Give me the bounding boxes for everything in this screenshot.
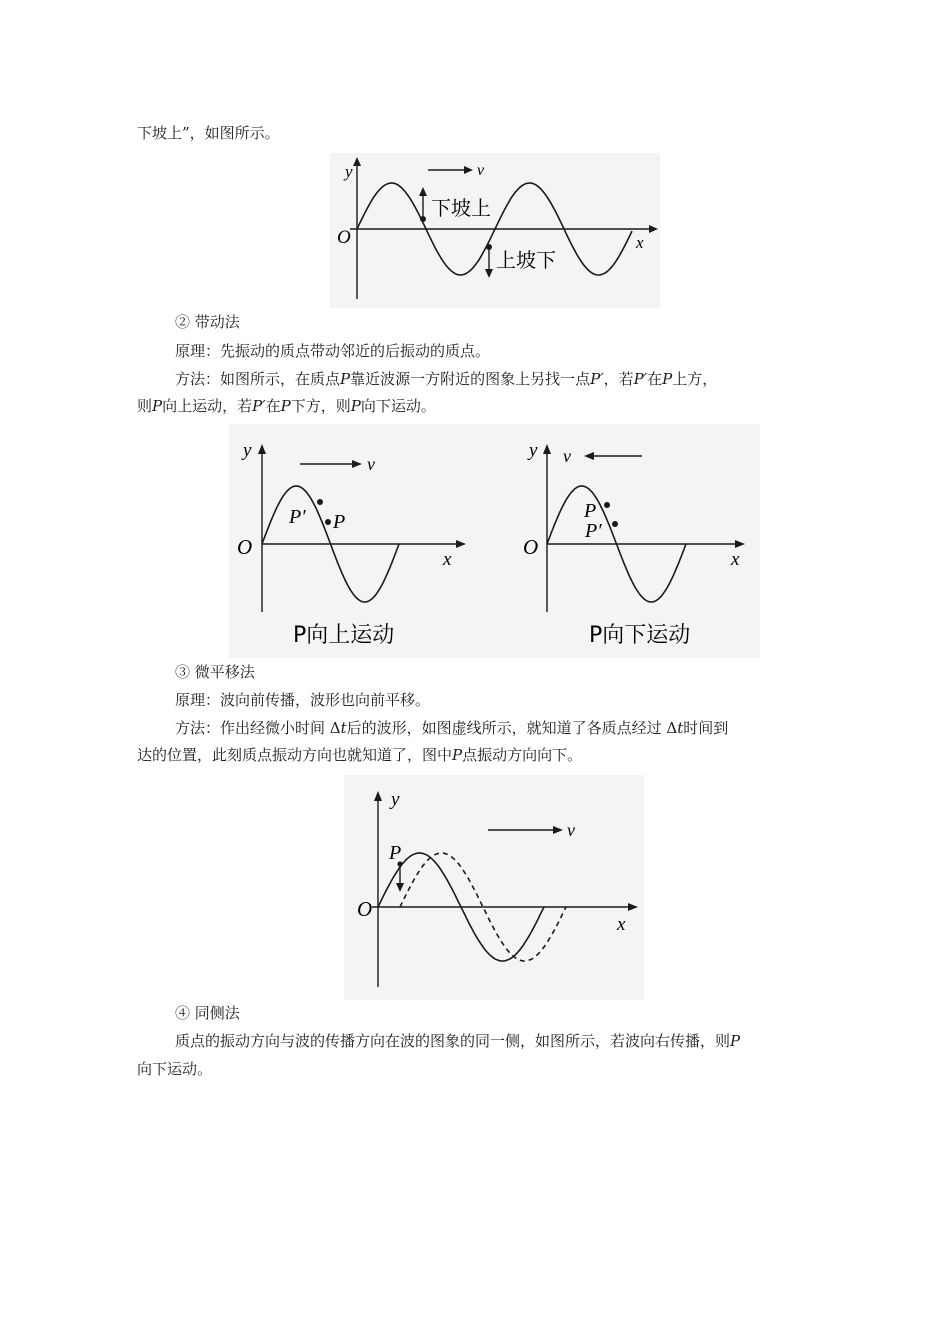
method-2-method-line-1 [175, 368, 717, 390]
left-y-arrowhead [258, 444, 266, 454]
figure-1 [330, 153, 660, 308]
right-point-Pprime [612, 521, 618, 527]
t: 向下运动。 [137, 1060, 213, 1078]
method-2-method-line-2 [137, 395, 436, 417]
P-label: P [389, 842, 402, 864]
left-x-label: x [443, 549, 452, 570]
var-P: P [340, 370, 351, 388]
velocity-arrowhead [464, 166, 473, 174]
method-3-title [175, 661, 255, 683]
var-P: P [730, 1032, 741, 1050]
t: 在 [265, 397, 281, 415]
origin-label: O [357, 897, 373, 921]
left-velocity-label: v [367, 454, 375, 474]
down-arrowhead [485, 269, 493, 278]
left-Pprime-label: P′ [289, 506, 306, 528]
up-arrowhead [419, 187, 427, 196]
velocity-arrowhead [553, 826, 563, 834]
var-Pprime: P′ [252, 397, 266, 415]
right-x-label: x [731, 549, 740, 570]
right-panel [523, 440, 745, 648]
left-y-label: y [243, 440, 252, 461]
origin-label: O [337, 227, 351, 248]
x-label: x [636, 233, 644, 252]
method-2-principle-text: 原理：先振动的质点带动邻近的后振动的质点。 [175, 342, 491, 360]
right-P-label: P [584, 500, 597, 522]
right-caption: P向下运动 [589, 623, 691, 648]
method-4-text-line-1 [175, 1030, 740, 1052]
method-2-title-text: ② 带动法 [175, 313, 240, 331]
figure-2-graph [229, 424, 760, 658]
t: 靠近波源一方附近的图象上另找一点 [350, 370, 591, 388]
P-motion-arrowhead [396, 883, 404, 892]
var-t: t [677, 719, 684, 737]
t: 上方， [672, 370, 718, 388]
var-P: P [350, 397, 361, 415]
method-3-title-text: ③ 微平移法 [175, 663, 255, 681]
t: 方法：作出经微小时间 Δ [175, 719, 341, 737]
intro-tail: 下坡上”，如图所示。 [137, 124, 280, 142]
y-arrowhead [374, 791, 382, 801]
t: 下方，则 [290, 397, 351, 415]
t: 方法：如图所示，在质点 [175, 370, 341, 388]
x-label: x [617, 914, 626, 935]
var-Pprime: P′ [633, 370, 648, 388]
right-velocity-arrowhead [584, 452, 594, 460]
method-3-method-line-1 [175, 717, 728, 739]
right-velocity-label: v [563, 446, 571, 466]
left-caption: P向上运动 [293, 623, 395, 648]
figure-3-graph [344, 775, 644, 1000]
t: 向上运动，若 [162, 397, 253, 415]
t: ，若 [603, 370, 634, 388]
y-label: y [345, 162, 353, 181]
text-line-1 [137, 122, 280, 144]
left-origin-label: O [237, 535, 253, 559]
figure-3 [344, 775, 644, 1000]
var-t: t [340, 719, 347, 737]
x-arrowhead [628, 903, 638, 911]
right-y-label: y [529, 440, 538, 461]
t: 达的位置，此刻质点振动方向也就知道了，图中 [137, 746, 453, 764]
var-Pprime: P′ [590, 370, 604, 388]
method-2-principle [175, 340, 490, 362]
label-downslope: 下坡上 [431, 196, 491, 220]
left-point-P [325, 519, 331, 525]
right-point-P [604, 502, 610, 508]
label-upslope: 上坡下 [496, 248, 556, 272]
y-label: y [391, 789, 400, 810]
t: 后的波形，如图虚线所示，就知道了各质点经过 Δ [346, 719, 678, 737]
x-axis-arrowhead [649, 225, 658, 233]
t: 质点的振动方向与波的传播方向在波的图象的同一侧，如图所示，若波向右传播，则 [175, 1032, 731, 1050]
method-2-title [175, 311, 240, 333]
method-4-title [175, 1002, 240, 1024]
t: 时间到 [683, 719, 729, 737]
left-point-Pprime [317, 499, 323, 505]
method-3-principle [175, 689, 430, 711]
velocity-label: v [567, 820, 575, 840]
var-P: P [280, 397, 291, 415]
figure-2 [229, 424, 760, 658]
velocity-label: v [477, 162, 485, 179]
left-P-label: P [333, 511, 346, 533]
method-4-text-line-2 [137, 1058, 212, 1080]
method-4-title-text: ④ 同侧法 [175, 1004, 240, 1022]
right-y-arrowhead [543, 444, 551, 454]
right-Pprime-label: P′ [585, 520, 602, 542]
left-velocity-arrowhead [352, 460, 362, 468]
y-axis-arrowhead [353, 157, 361, 166]
left-panel [237, 440, 466, 648]
method-3-principle-text: 原理：波向前传播，波形也向前平移。 [175, 691, 431, 709]
t: 点振动方向向下。 [462, 746, 583, 764]
var-P: P [662, 370, 673, 388]
var-P: P [152, 397, 163, 415]
t: 在 [647, 370, 663, 388]
right-origin-label: O [523, 535, 539, 559]
right-x-arrowhead [735, 540, 745, 548]
method-3-method-line-2 [137, 744, 582, 766]
t: 向下运动。 [360, 397, 436, 415]
var-P: P [452, 746, 463, 764]
figure-1-graph [330, 153, 660, 308]
left-x-arrowhead [456, 540, 466, 548]
t: 则 [137, 397, 153, 415]
